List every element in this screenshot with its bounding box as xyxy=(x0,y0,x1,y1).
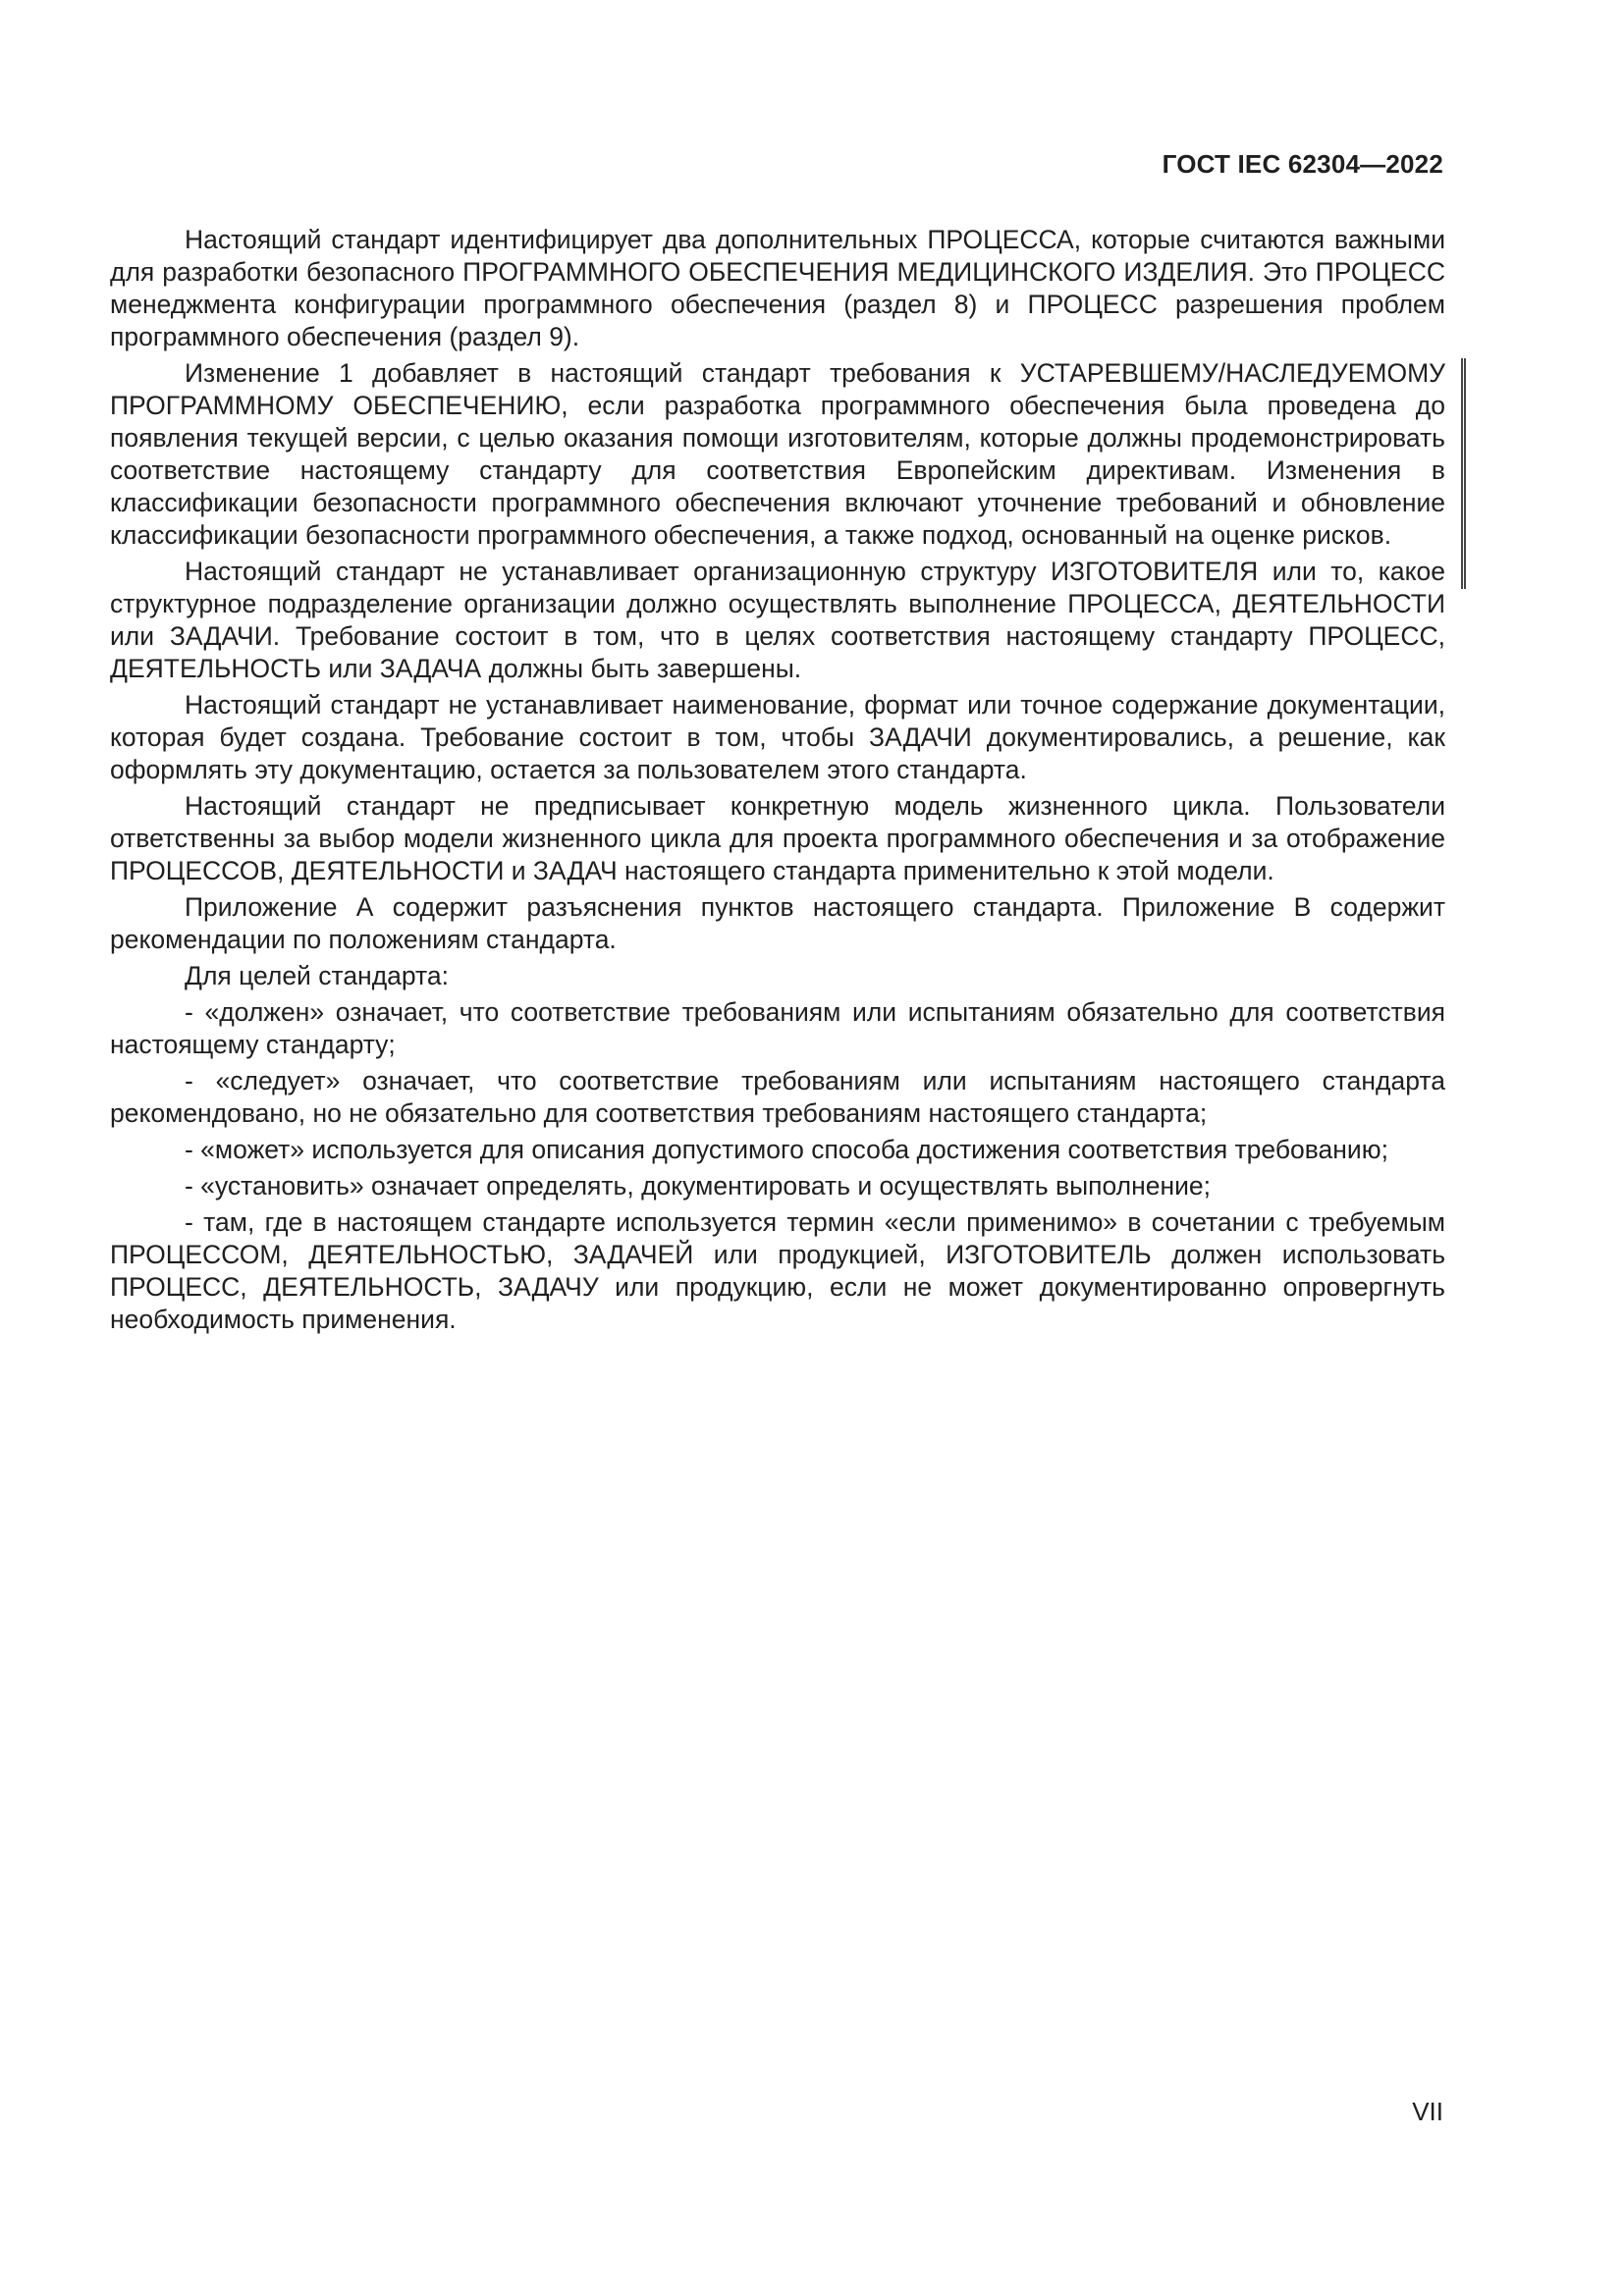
paragraph-documentation: Настоящий стандарт не устанавливает наименование, формат или точное содержание документации, которая будет создана. Требование состоит в том, чтобы ЗАДАЧИ документировались, а решение, как оформлять эту документацию, остается за пользователем этого стандарта. xyxy=(110,690,1445,784)
definition-item-establish: - «установить» означает определять, документировать и осуществлять выполнение; xyxy=(185,1171,1211,1201)
page-number: VII xyxy=(1412,2097,1443,2126)
definition-item-may: - «может» используется для описания допустимого способа достижения соответствия требованию; xyxy=(185,1135,1388,1164)
paragraph-intro-processes: Настоящий стандарт идентифицирует два дополнительных ПРОЦЕССА, которые считаются важными для разработки безопасного ПРОГРАММНОГО ОБЕСПЕЧЕНИЯ МЕДИЦИНСКОГО ИЗДЕЛИЯ. Это ПРОЦЕСС менеджмента конфигурации программного обеспечения (раздел 8) и ПРОЦЕСС разрешения проблем программного обеспечения (раздел 9). xyxy=(110,225,1445,351)
definition-item-as-appropriate: - там, где в настоящем стандарте используется термин «если применимо» в сочетании с требуемым ПРОЦЕССОМ, ДЕЯТЕЛЬНОСТЬЮ, ЗАДАЧЕЙ или продукцией, ИЗГОТОВИТЕЛЬ должен использовать ПРОЦЕСС, ДЕЯТЕЛЬНОСТЬ, ЗАДАЧУ или продукцию, если не может документированно опровергнуть необходимость применения. xyxy=(110,1207,1445,1334)
document-standard-id: ГОСТ IEC 62304—2022 xyxy=(1162,149,1443,179)
paragraph-organization-structure: Настоящий стандарт не устанавливает организационную структуру ИЗГОТОВИТЕЛЯ или то, какое структурное подразделение организации должно осуществлять выполнение ПРОЦЕССА, ДЕЯТЕЛЬНОСТИ или ЗАДАЧИ. Требование состоит в том, что в целях соответствия настоящему стандарту ПРОЦЕСС, ДЕЯТЕЛЬНОСТЬ или ЗАДАЧА должны быть завершены. xyxy=(110,557,1445,683)
paragraph-definitions-intro: Для целей стандарта: xyxy=(185,961,449,990)
paragraph-annexes: Приложение А содержит разъяснения пунктов настоящего стандарта. Приложение В содержит рекомендации по положениям стандарта. xyxy=(110,892,1445,954)
paragraph-amendment-1: Изменение 1 добавляет в настоящий стандарт требования к УСТАРЕВШЕМУ/НАСЛЕДУЕМОМУ ПРОГРАММНОМУ ОБЕСПЕЧЕНИЮ, если разработка программного обеспечения была проведена до появления текущей версии, с целью оказания помощи изготовителям, которые должны продемонстрировать соответствие настоящему стандарту для соответствия Европейским директивам. Изменения в классификации безопасности программного обеспечения включают уточнение требований и обновление классификации безопасности программного обеспечения, а также подход, основанный на оценке рисков. xyxy=(110,358,1445,550)
amendment-change-bar xyxy=(1461,358,1466,589)
paragraph-lifecycle-model: Настоящий стандарт не предписывает конкретную модель жизненного цикла. Пользователи ответственны за выбор модели жизненного цикла для проекта программного обеспечения и за отображение ПРОЦЕССОВ, ДЕЯТЕЛЬНОСТИ и ЗАДАЧ настоящего стандарта применительно к этой модели. xyxy=(110,791,1445,885)
document-body xyxy=(110,224,1445,1336)
definition-item-should: - «следует» означает, что соответствие требованиям или испытаниям настоящего стандарта рекомендовано, но не обязательно для соответствия требованиям настоящего стандарта; xyxy=(110,1066,1445,1128)
definition-item-shall: - «должен» означает, что соответствие требованиям или испытаниям обязательно для соответствия настоящему стандарту; xyxy=(110,997,1445,1059)
